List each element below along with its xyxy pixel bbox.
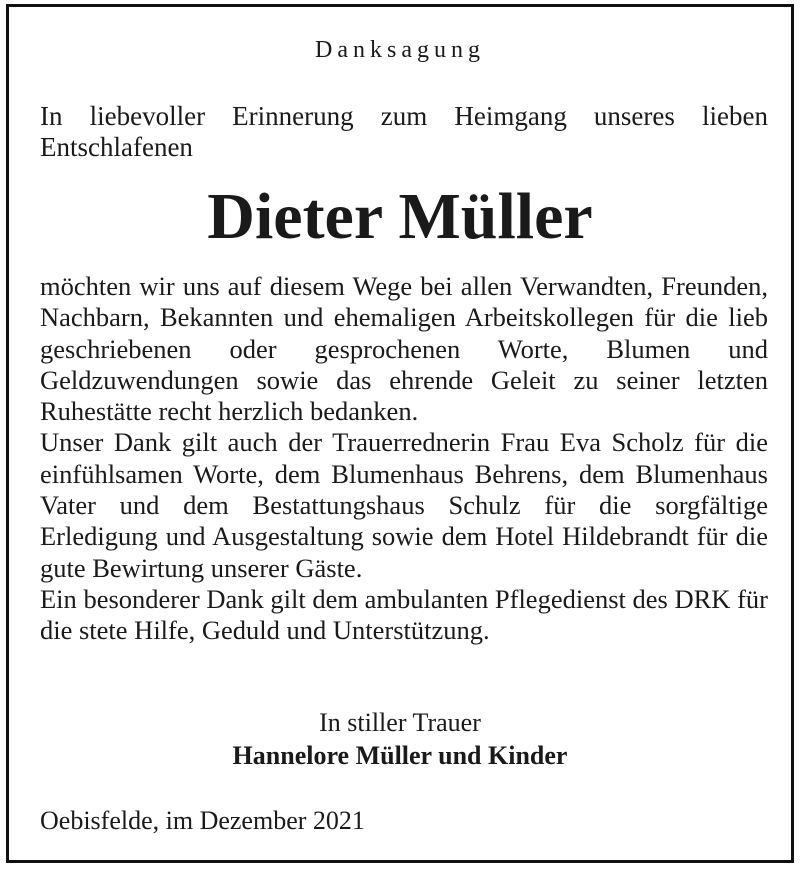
- thanks-paragraph: Ein besonderer Dank gilt dem ambulanten Pflegedienst des DRK für die stete Hilfe, Geduld und Unterstützung.: [40, 583, 768, 646]
- intro-text: In liebevoller Erinnerung zum Heimgang unseres lieben Entschlafenen: [40, 101, 768, 162]
- obituary-notice: [6, 4, 794, 863]
- thanks-body: [40, 271, 768, 647]
- notice-heading: Danksagung: [315, 37, 485, 63]
- place-date: Oebisfelde, im Dezember 2021: [40, 806, 365, 835]
- deceased-name: Dieter Müller: [207, 180, 593, 253]
- thanks-paragraph: möchten wir uns auf diesem Wege bei allen Verwandten, Freunden, Nachbarn, Bekannten und ehemaligen Arbeitskollegen für die lieb geschriebenen oder gesprochenen Worte, Blumen und Geldzuwendungen sowie das ehrende Geleit zu seiner letzten Ruhestätte recht herzlich bedanken.: [40, 271, 768, 427]
- closing-phrase: In stiller Trauer: [319, 708, 481, 737]
- thanks-paragraph: Unser Dank gilt auch der Trauerrednerin Frau Eva Scholz für die einfühlsamen Worte, dem Blumenhaus Behrens, dem Blumenhaus Vater und dem Bestattungshaus Schulz für die sorgfältige Erledigung und Ausgestaltung sowie dem Hotel Hildebrandt für die gute Bewirtung unserer Gäste.: [40, 427, 768, 583]
- signature: Hannelore Müller und Kinder: [232, 741, 568, 770]
